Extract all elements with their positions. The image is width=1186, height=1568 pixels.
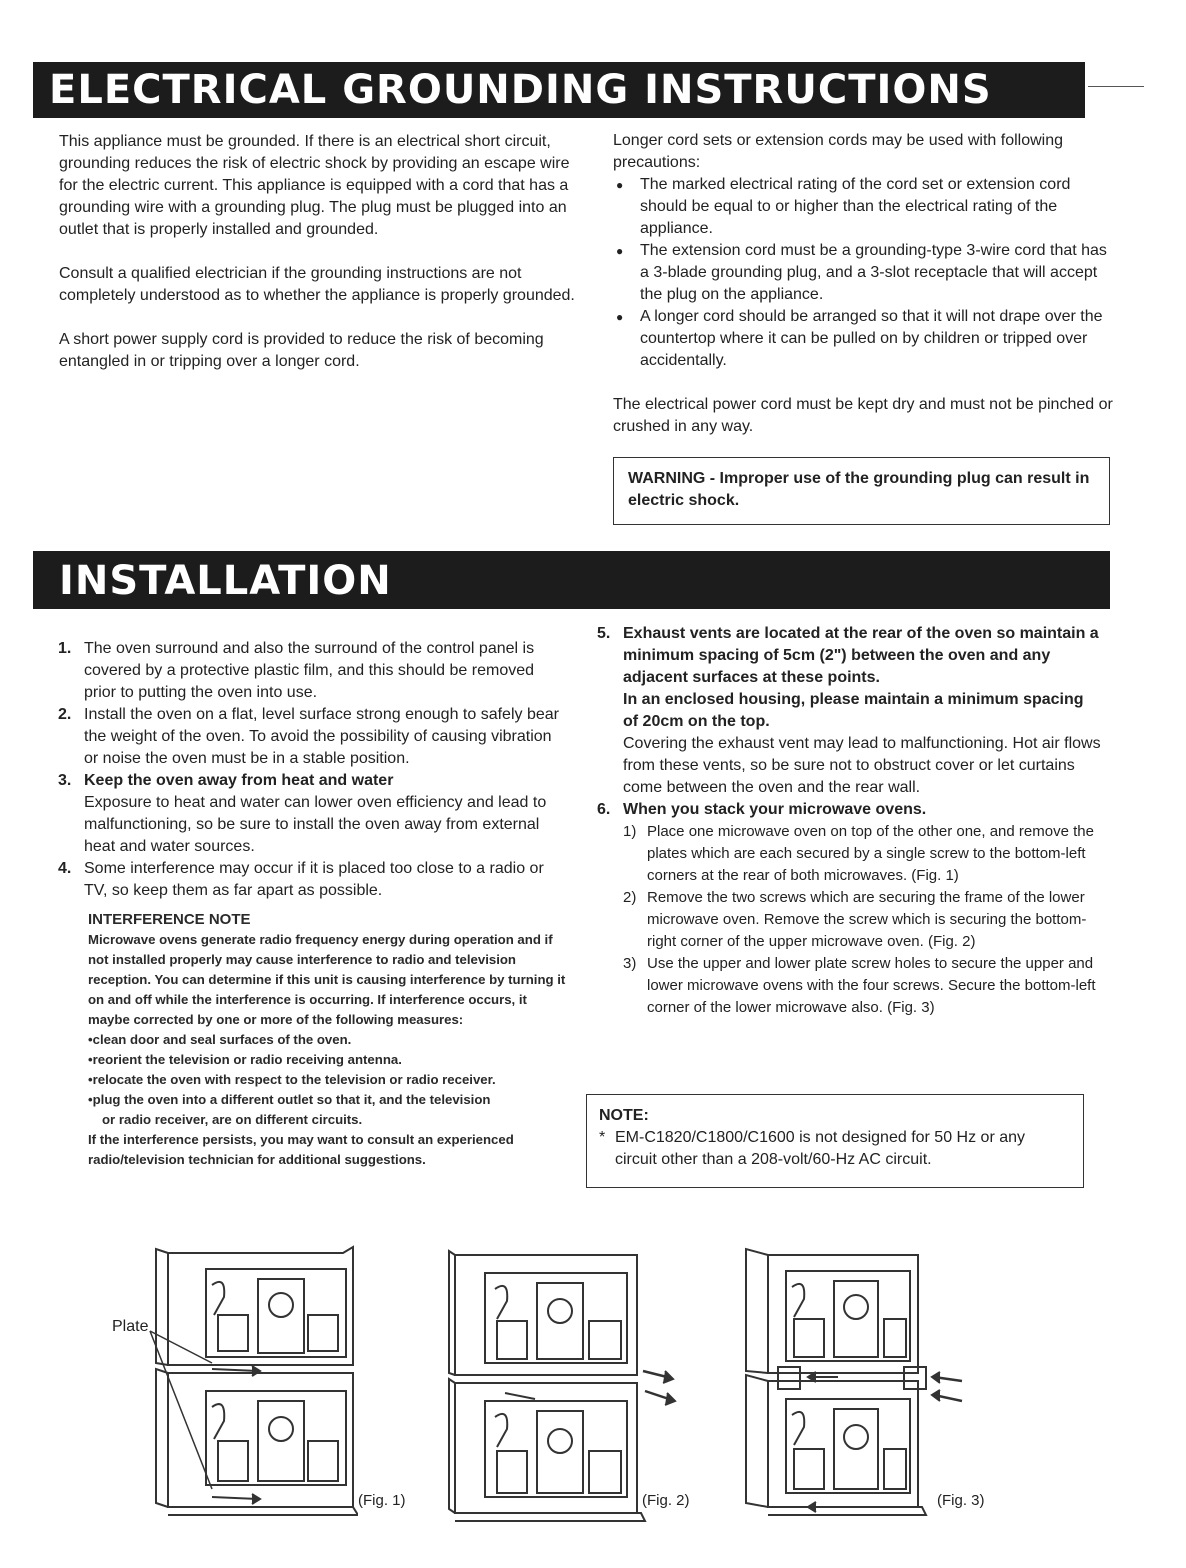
figure-2-stacked-ovens xyxy=(445,1245,695,1525)
list-item xyxy=(58,858,570,1170)
interference-measure: •clean door and seal surfaces of the oven. xyxy=(88,1032,352,1047)
step-heading: Exhaust vents are located at the rear of the oven so maintain a minimum spacing of 5cm (2") between the oven and any adjacent surfaces at these points. xyxy=(623,625,1099,686)
step-heading: Keep the oven away from heat and water xyxy=(84,772,394,789)
grounding-paragraph: Consult a qualified electrician if the grounding instructions are not completely understood as to whether the appliance is properly grounded. xyxy=(59,265,575,304)
stacking-substeps xyxy=(623,821,1102,1019)
substep-text: Use the upper and lower plate screw holes to secure the upper and lower microwave ovens with the four screws. Secure the bottom-left corner of the lower microwave also. (Fig. 3) xyxy=(647,955,1096,1016)
interference-note xyxy=(88,910,570,1170)
installation-steps xyxy=(58,638,570,1170)
grounding-section-title: ELECTRICAL GROUNDING INSTRUCTIONS xyxy=(33,62,1085,118)
interference-measure: •reorient the television or radio receiving antenna. xyxy=(88,1052,402,1067)
figure-1-stacked-ovens xyxy=(108,1245,358,1520)
substep-text: Remove the two screws which are securing the frame of the lower microwave oven. Remove the screw which is securing the bottom-right corner of the upper microwave oven. (Fig. 2) xyxy=(647,889,1087,950)
step-number: 1. xyxy=(58,640,72,657)
note-title: NOTE: xyxy=(599,1107,649,1124)
figure-1-label: (Fig. 1) xyxy=(358,1492,406,1509)
note-text: EM-C1820/C1800/C1600 is not designed for 50 Hz or any circuit other than a 208-volt/60-Hz AC circuit. xyxy=(615,1129,1026,1168)
step-text: The oven surround and also the surround of the control panel is covered by a protective plastic film, and this should be removed prior to putting the oven into use. xyxy=(84,640,535,701)
warning-box: WARNING - Improper use of the grounding plug can result in electric shock. xyxy=(613,457,1110,525)
interference-measure-continued: or radio receiver, are on different circuits. xyxy=(102,1112,363,1127)
step-number: 5. xyxy=(597,625,611,642)
cord-care-paragraph: The electrical power cord must be kept dry and must not be pinched or crushed in any way. xyxy=(613,396,1113,435)
installation-steps-continued xyxy=(597,623,1102,1019)
list-item xyxy=(597,799,1102,1019)
step-text: Exposure to heat and water can lower oven efficiency and lead to malfunctioning, so be sure to install the oven away from external heat and water sources. xyxy=(84,794,547,855)
step-text: Covering the exhaust vent may lead to malfunctioning. Hot air flows from these vents, so be sure not to obstruct cover or let curtains come between the oven and the rear wall. xyxy=(623,735,1101,796)
grounding-left-column xyxy=(59,131,579,373)
list-item: ● The marked electrical rating of the cord set or extension cord should be equal to or higher than the electrical rating of the appliance. xyxy=(613,174,1113,240)
extension-cord-intro: Longer cord sets or extension cords may be used with following precautions: xyxy=(613,132,1064,171)
step-heading: In an enclosed housing, please maintain a minimum spacing of 20cm on the top. xyxy=(623,691,1084,730)
list-item xyxy=(58,638,570,704)
installation-right-column xyxy=(597,623,1102,1019)
list-item xyxy=(623,887,1102,953)
plate-label: Plate xyxy=(112,1318,149,1335)
note-asterisk: * xyxy=(599,1129,606,1146)
step-heading: When you stack your microwave ovens. xyxy=(623,801,927,818)
interference-closing: If the interference persists, you may want to consult an experienced radio/television technician for additional suggestions. xyxy=(88,1132,514,1167)
title-rule xyxy=(1088,86,1144,87)
step-text: Some interference may occur if it is placed too close to a radio or TV, so keep them as far apart as possible. xyxy=(84,860,544,899)
note-body xyxy=(599,1127,1071,1171)
interference-measure: •relocate the oven with respect to the television or radio receiver. xyxy=(88,1072,496,1087)
substep-number: 3) xyxy=(623,955,637,972)
list-item: ● The extension cord must be a grounding-type 3-wire cord that has a 3-blade grounding plug, and a 3-slot receptacle that will accept the plug on the appliance. xyxy=(613,240,1113,306)
list-item xyxy=(58,770,570,858)
figure-3-label: (Fig. 3) xyxy=(937,1492,985,1509)
step-number: 3. xyxy=(58,772,72,789)
precaution-list xyxy=(613,174,1113,372)
substep-number: 1) xyxy=(623,823,637,840)
list-item: ● A longer cord should be arranged so that it will not drape over the countertop where it can be pulled on by children or tripped over accidentally. xyxy=(613,306,1113,372)
step-number: 4. xyxy=(58,860,72,877)
step-number: 6. xyxy=(597,801,611,818)
interference-measure: •plug the oven into a different outlet so that it, and the television xyxy=(88,1092,491,1107)
note-box xyxy=(586,1094,1084,1188)
installation-section-title: INSTALLATION xyxy=(33,551,1110,609)
list-item xyxy=(58,704,570,770)
step-number: 2. xyxy=(58,706,72,723)
list-item xyxy=(597,623,1102,799)
interference-title: INTERFERENCE NOTE xyxy=(88,911,251,928)
grounding-right-column xyxy=(613,130,1113,438)
step-text: Install the oven on a flat, level surface strong enough to safely bear the weight of the oven. To avoid the possibility of causing vibration or noise the oven must be in a stable position. xyxy=(84,706,559,767)
substep-text: Place one microwave oven on top of the other one, and remove the plates which are each secured by a single screw to the bottom-left corners at the rear of both microwaves. (Fig. 1) xyxy=(647,823,1094,884)
installation-left-column xyxy=(58,638,570,1170)
grounding-paragraph: This appliance must be grounded. If there is an electrical short circuit, grounding reduces the risk of electric shock by providing an escape wire for the electric current. This appliance is equipped with a cord that has a grounding wire with a grounding plug. The plug must be plugged into an outlet that is properly installed and grounded. xyxy=(59,133,570,238)
list-item xyxy=(623,953,1102,1019)
list-item xyxy=(623,821,1102,887)
grounding-paragraph: A short power supply cord is provided to reduce the risk of becoming entangled in or tripping over a longer cord. xyxy=(59,331,544,370)
interference-body: Microwave ovens generate radio frequency energy during operation and if not installed properly may cause interference to radio and television reception. You can determine if this unit is causing interference by turning it on and off while the interference is occurring. If interference occurs, it maybe corrected by one or more of the following measures: xyxy=(88,932,566,1027)
figure-2-label: (Fig. 2) xyxy=(642,1492,690,1509)
figure-3-stacked-ovens xyxy=(738,1245,968,1525)
substep-number: 2) xyxy=(623,889,637,906)
